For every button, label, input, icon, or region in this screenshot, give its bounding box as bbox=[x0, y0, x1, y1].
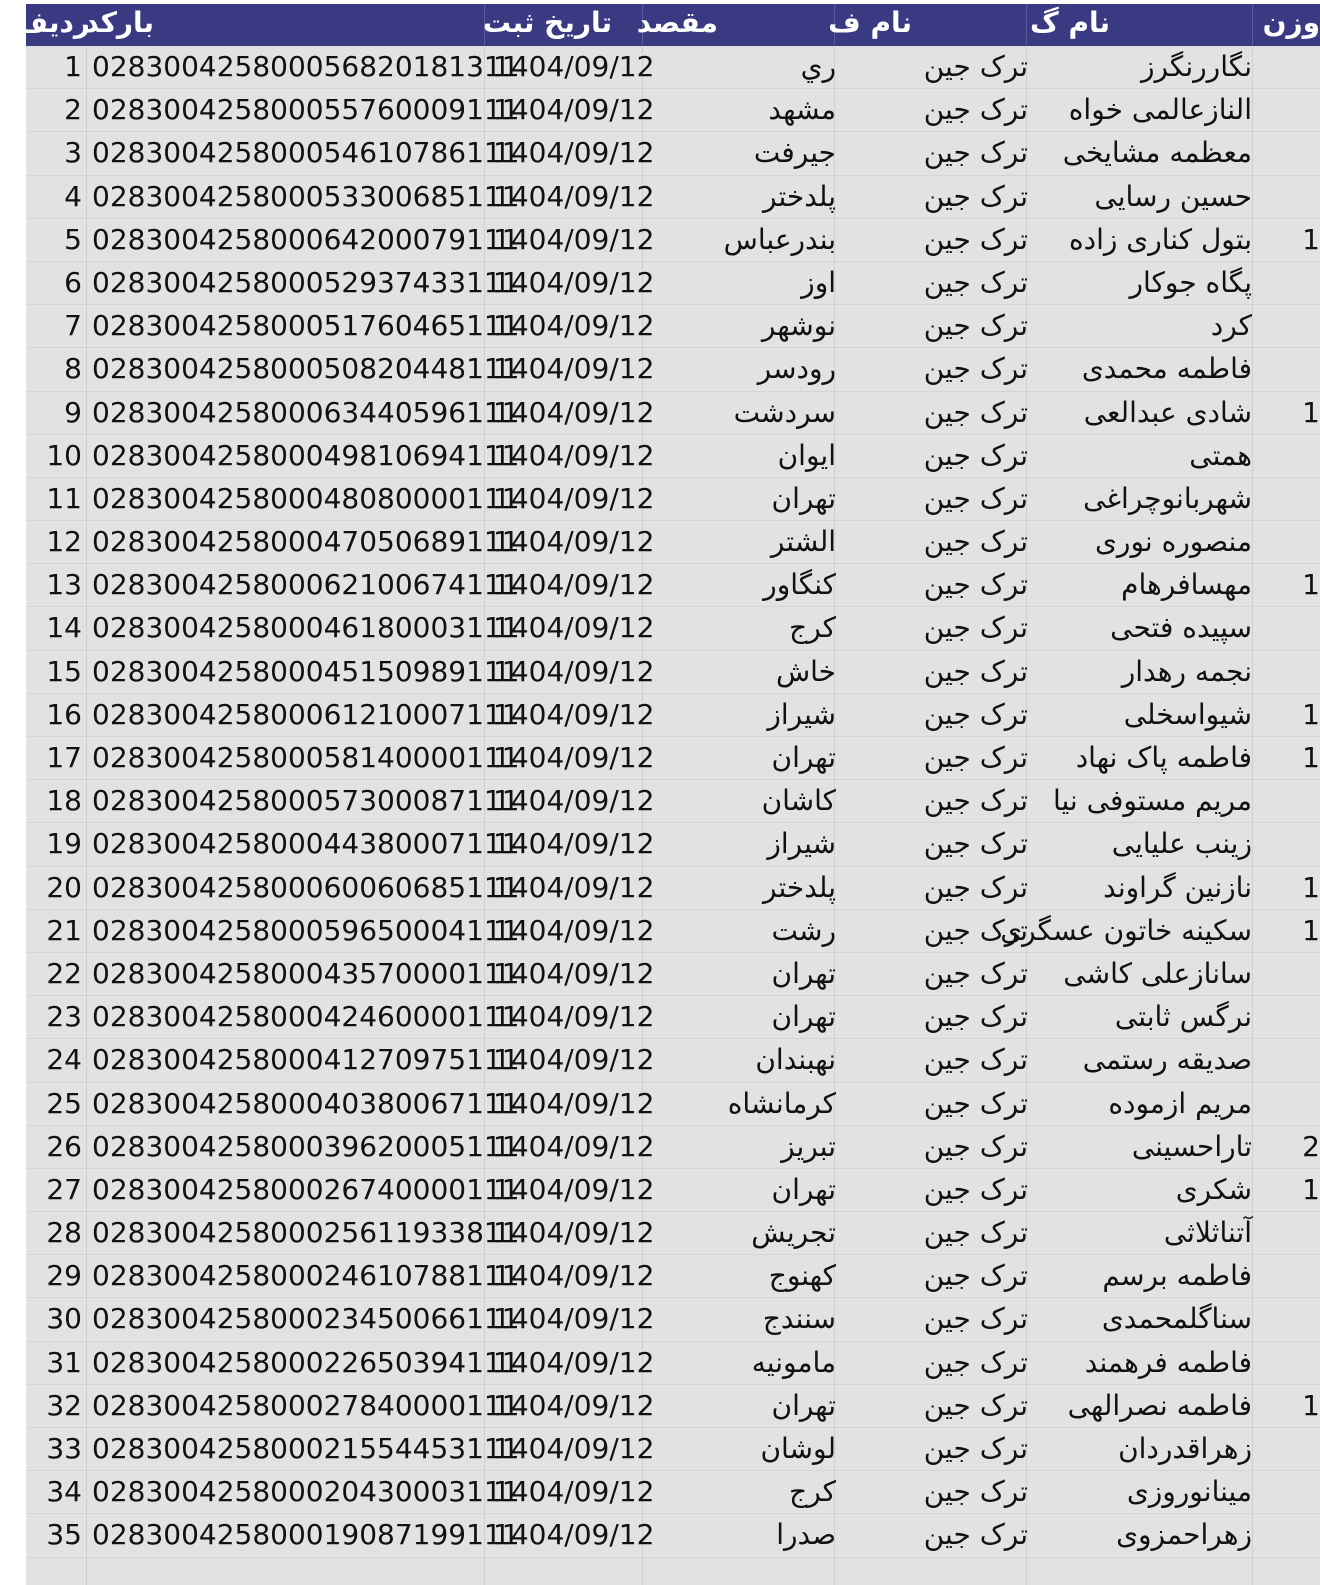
table-row[interactable] bbox=[26, 521, 1320, 564]
cell-date[interactable]: 1404/09/12 bbox=[493, 136, 655, 170]
cell-barcode[interactable]: 028300425800045150989111 bbox=[92, 654, 520, 688]
cell-first-name[interactable]: زهراحمزوی bbox=[1116, 1518, 1252, 1552]
cell-date[interactable]: 1404/09/12 bbox=[493, 50, 655, 83]
cell-barcode[interactable]: 028300425800022650394111 bbox=[92, 1345, 520, 1379]
cell-date[interactable]: 1404/09/12 bbox=[493, 1000, 655, 1034]
cell-first-name[interactable]: حسین رسایی bbox=[1094, 179, 1252, 213]
table-row[interactable] bbox=[26, 694, 1320, 737]
cell-last-name[interactable]: ترک جین bbox=[923, 1259, 1028, 1293]
cell-last-name[interactable]: ترک جین bbox=[923, 1345, 1028, 1379]
cell-destination[interactable]: کهنوج bbox=[768, 1259, 836, 1293]
cell-destination[interactable]: تهران bbox=[771, 956, 836, 990]
cell-weight[interactable] bbox=[1256, 478, 1320, 521]
cell-barcode[interactable]: 028300425800061210007111 bbox=[92, 697, 520, 731]
header-weight[interactable]: وزن bbox=[1262, 6, 1320, 39]
cell-radif[interactable]: 10 bbox=[46, 438, 82, 472]
table-row[interactable] bbox=[26, 607, 1320, 650]
cell-first-name[interactable]: بتول کناری زاده bbox=[1068, 222, 1252, 256]
cell-barcode[interactable]: 028300425800059650004111 bbox=[92, 913, 520, 947]
cell-radif[interactable]: 17 bbox=[46, 741, 82, 774]
cell-destination[interactable]: مشهد bbox=[768, 93, 836, 127]
cell-date[interactable]: 1404/09/12 bbox=[493, 1518, 655, 1552]
cell-last-name[interactable]: ترک جین bbox=[923, 50, 1028, 83]
header-dest[interactable]: مقصد bbox=[636, 6, 718, 39]
cell-first-name[interactable]: شیواسخلی bbox=[1123, 697, 1252, 731]
table-row[interactable] bbox=[26, 262, 1320, 305]
cell-barcode[interactable]: 028300425800055760009111 bbox=[92, 93, 520, 127]
cell-date[interactable]: 1404/09/12 bbox=[493, 568, 655, 602]
header-last-name[interactable]: نام ف bbox=[828, 6, 912, 39]
cell-first-name[interactable]: فاطمه نصرالهی bbox=[1067, 1388, 1252, 1422]
cell-barcode[interactable]: 028300425800053300685111 bbox=[92, 179, 520, 213]
cell-date[interactable]: 1404/09/12 bbox=[493, 1129, 655, 1163]
cell-weight[interactable] bbox=[1256, 305, 1320, 348]
cell-weight[interactable] bbox=[1256, 651, 1320, 694]
cell-barcode[interactable]: 028300425800040380067111 bbox=[92, 1086, 520, 1120]
table-row[interactable] bbox=[26, 46, 1320, 89]
cell-last-name[interactable]: ترک جین bbox=[923, 352, 1028, 386]
cell-barcode[interactable]: 028300425800027840000111 bbox=[92, 1388, 520, 1422]
cell-last-name[interactable]: ترک جین bbox=[923, 395, 1028, 429]
cell-radif[interactable]: 25 bbox=[46, 1086, 82, 1120]
table-row[interactable] bbox=[26, 478, 1320, 521]
cell-first-name[interactable]: منصوره نوری bbox=[1095, 525, 1252, 559]
table-body bbox=[26, 46, 1320, 1558]
cell-radif[interactable]: 21 bbox=[46, 913, 82, 947]
cell-destination[interactable]: پلدختر bbox=[763, 179, 836, 213]
cell-last-name[interactable]: ترک جین bbox=[923, 481, 1028, 515]
table-row[interactable] bbox=[26, 867, 1320, 910]
cell-barcode[interactable]: 028300425800044380007111 bbox=[92, 827, 520, 861]
table-row[interactable] bbox=[26, 392, 1320, 435]
cell-weight[interactable] bbox=[1256, 176, 1320, 219]
cell-destination[interactable]: سردشت bbox=[733, 395, 836, 429]
table-row[interactable] bbox=[26, 1342, 1320, 1385]
cell-radif[interactable]: 6 bbox=[64, 265, 82, 299]
cell-last-name[interactable]: ترک جین bbox=[923, 1432, 1028, 1465]
cell-destination[interactable]: نهبندان bbox=[755, 1043, 836, 1077]
cell-barcode[interactable]: 028300425800056820181311 bbox=[92, 50, 520, 83]
cell-first-name[interactable]: نگاررنگرز bbox=[1140, 50, 1252, 83]
cell-weight[interactable] bbox=[1256, 953, 1320, 996]
cell-barcode[interactable]: 028300425800058140000111 bbox=[92, 741, 520, 774]
cell-date[interactable]: 1404/09/12 bbox=[493, 1172, 655, 1206]
cell-destination[interactable]: خاش bbox=[775, 654, 836, 688]
cell-last-name[interactable]: ترک جین bbox=[923, 222, 1028, 256]
cell-date[interactable]: 1404/09/12 bbox=[493, 697, 655, 731]
cell-radif[interactable]: 15 bbox=[46, 654, 82, 688]
cell-last-name[interactable]: ترک جین bbox=[923, 913, 1028, 947]
cell-radif[interactable]: 33 bbox=[46, 1432, 82, 1465]
cell-weight[interactable]: 1 bbox=[1302, 222, 1320, 256]
cell-date[interactable]: 1404/09/12 bbox=[493, 1086, 655, 1120]
cell-first-name[interactable]: نجمه رهدار bbox=[1121, 654, 1252, 688]
cell-first-name[interactable]: مینانوروزی bbox=[1126, 1475, 1252, 1509]
cell-last-name[interactable]: ترک جین bbox=[923, 784, 1028, 818]
cell-first-name[interactable]: فاطمه پاک نهاد bbox=[1075, 741, 1252, 774]
cell-first-name[interactable]: مریم مستوفی نیا bbox=[1052, 784, 1252, 818]
cell-weight[interactable] bbox=[1256, 46, 1320, 89]
cell-destination[interactable]: کنگاور bbox=[763, 568, 836, 602]
cell-first-name[interactable]: زهراقدردان bbox=[1118, 1432, 1252, 1465]
cell-radif[interactable]: 11 bbox=[46, 481, 82, 515]
table-row[interactable] bbox=[26, 910, 1320, 953]
cell-date[interactable]: 1404/09/12 bbox=[493, 956, 655, 990]
cell-first-name[interactable]: کرد bbox=[1210, 309, 1252, 343]
cell-first-name[interactable]: النازعالمی خواه bbox=[1068, 93, 1252, 127]
cell-destination[interactable]: تجریش bbox=[751, 1216, 836, 1250]
cell-weight[interactable] bbox=[1256, 1514, 1320, 1557]
cell-barcode[interactable]: 028300425800042460000111 bbox=[92, 1000, 520, 1034]
cell-last-name[interactable]: ترک جین bbox=[923, 1129, 1028, 1163]
cell-last-name[interactable]: ترک جین bbox=[923, 654, 1028, 688]
cell-first-name[interactable]: سپیده فتحی bbox=[1110, 611, 1252, 645]
cell-destination[interactable]: رودسر bbox=[757, 352, 836, 386]
table-row[interactable] bbox=[26, 1039, 1320, 1082]
cell-weight[interactable] bbox=[1256, 1039, 1320, 1082]
cell-destination[interactable]: صدرا bbox=[776, 1518, 836, 1552]
cell-radif[interactable]: 19 bbox=[46, 827, 82, 861]
table-row[interactable] bbox=[26, 823, 1320, 866]
cell-last-name[interactable]: ترک جین bbox=[923, 1216, 1028, 1250]
cell-barcode[interactable]: 028300425800023450066111 bbox=[92, 1302, 520, 1336]
cell-radif[interactable]: 12 bbox=[46, 525, 82, 559]
header-row bbox=[15, 4, 1320, 46]
table-row[interactable] bbox=[26, 1255, 1320, 1298]
cell-radif[interactable]: 20 bbox=[46, 870, 82, 904]
cell-first-name[interactable]: مهسافرهام bbox=[1121, 568, 1252, 602]
header-radif[interactable]: ردیف bbox=[15, 6, 90, 39]
table-row[interactable] bbox=[26, 953, 1320, 996]
table-row[interactable] bbox=[26, 132, 1320, 175]
cell-date[interactable]: 1404/09/12 bbox=[493, 222, 655, 256]
cell-last-name[interactable]: ترک جین bbox=[923, 697, 1028, 731]
cell-last-name[interactable]: ترک جین bbox=[923, 93, 1028, 127]
cell-barcode[interactable]: 028300425800063440596111 bbox=[92, 395, 520, 429]
cell-destination[interactable]: شیراز bbox=[767, 827, 836, 861]
cell-barcode[interactable]: 028300425800041270975111 bbox=[92, 1043, 520, 1077]
cell-radif[interactable]: 29 bbox=[46, 1259, 82, 1293]
cell-date[interactable]: 1404/09/12 bbox=[493, 1302, 655, 1336]
cell-weight[interactable] bbox=[1256, 521, 1320, 564]
cell-destination[interactable]: کرمانشاه bbox=[727, 1086, 836, 1120]
cell-last-name[interactable]: ترک جین bbox=[923, 265, 1028, 299]
cell-date[interactable]: 1404/09/12 bbox=[493, 784, 655, 818]
cell-destination[interactable]: شیراز bbox=[767, 697, 836, 731]
cell-barcode[interactable]: 028300425800051760465111 bbox=[92, 309, 520, 343]
cell-weight[interactable] bbox=[1256, 262, 1320, 305]
cell-destination[interactable]: تبریز bbox=[781, 1129, 836, 1163]
cell-weight[interactable]: 1 bbox=[1302, 395, 1320, 429]
cell-destination[interactable]: پلدختر bbox=[763, 870, 836, 904]
cell-first-name[interactable]: فاطمه فرهمند bbox=[1084, 1345, 1252, 1379]
cell-destination[interactable]: جیرفت bbox=[753, 136, 836, 170]
cell-date[interactable]: 1404/09/12 bbox=[493, 913, 655, 947]
cell-last-name[interactable]: ترک جین bbox=[923, 1302, 1028, 1336]
cell-radif[interactable]: 32 bbox=[46, 1388, 82, 1422]
table-row[interactable] bbox=[26, 435, 1320, 478]
cell-radif[interactable]: 2 bbox=[64, 93, 82, 127]
table-row[interactable] bbox=[26, 1471, 1320, 1514]
cell-destination[interactable]: تهران bbox=[771, 1000, 836, 1034]
cell-barcode[interactable]: 028300425800039620005111 bbox=[92, 1129, 520, 1163]
cell-radif[interactable]: 28 bbox=[46, 1216, 82, 1250]
cell-destination[interactable]: کرج bbox=[789, 1475, 836, 1509]
cell-destination[interactable]: تهران bbox=[771, 1388, 836, 1422]
cell-date[interactable]: 1404/09/12 bbox=[493, 438, 655, 472]
cell-first-name[interactable]: همتی bbox=[1189, 438, 1252, 472]
cell-destination[interactable]: رشت bbox=[771, 913, 836, 947]
table-row[interactable] bbox=[26, 348, 1320, 391]
cell-last-name[interactable]: ترک جین bbox=[923, 870, 1028, 904]
cell-barcode[interactable]: 028300425800021554453111 bbox=[92, 1432, 520, 1465]
cell-first-name[interactable]: شهربانوچراغی bbox=[1083, 481, 1252, 515]
cell-radif[interactable]: 13 bbox=[46, 568, 82, 602]
cell-date[interactable]: 1404/09/12 bbox=[493, 481, 655, 515]
spreadsheet bbox=[15, 4, 1320, 1585]
cell-weight[interactable]: 1 bbox=[1302, 568, 1320, 602]
cell-first-name[interactable]: شکری bbox=[1175, 1172, 1252, 1206]
cell-last-name[interactable]: ترک جین bbox=[923, 741, 1028, 774]
cell-weight[interactable] bbox=[1256, 1083, 1320, 1126]
cell-first-name[interactable]: نرگس ثابتی bbox=[1114, 1000, 1252, 1034]
table-row[interactable] bbox=[26, 564, 1320, 607]
table-row[interactable] bbox=[26, 219, 1320, 262]
cell-radif[interactable]: 3 bbox=[64, 136, 82, 170]
table-row[interactable] bbox=[26, 996, 1320, 1039]
cell-radif[interactable]: 31 bbox=[46, 1345, 82, 1379]
cell-first-name[interactable]: پگاه جوکار bbox=[1129, 265, 1252, 299]
cell-date[interactable]: 1404/09/12 bbox=[493, 1216, 655, 1250]
cell-weight[interactable] bbox=[1256, 1255, 1320, 1298]
cell-last-name[interactable]: ترک جین bbox=[923, 1000, 1028, 1034]
cell-last-name[interactable]: ترک جین bbox=[923, 1475, 1028, 1509]
table-row[interactable] bbox=[26, 737, 1320, 780]
cell-first-name[interactable]: آتناثلاثی bbox=[1163, 1216, 1252, 1250]
cell-radif[interactable]: 8 bbox=[64, 352, 82, 386]
cell-radif[interactable]: 30 bbox=[46, 1302, 82, 1336]
cell-destination[interactable]: کرج bbox=[789, 611, 836, 645]
cell-radif[interactable]: 16 bbox=[46, 697, 82, 731]
cell-barcode[interactable]: 028300425800043570000111 bbox=[92, 956, 520, 990]
cell-last-name[interactable]: ترک جین bbox=[923, 136, 1028, 170]
cell-last-name[interactable]: ترک جین bbox=[923, 611, 1028, 645]
cell-first-name[interactable]: تاراحسینی bbox=[1131, 1129, 1252, 1163]
cell-destination[interactable]: نوشهر bbox=[761, 309, 836, 343]
cell-barcode[interactable]: 028300425800060060685111 bbox=[92, 870, 520, 904]
header-divider bbox=[1026, 4, 1027, 46]
header-first-name[interactable]: نام گ bbox=[1030, 6, 1110, 39]
cell-first-name[interactable]: فاطمه برسم bbox=[1102, 1259, 1252, 1293]
table-row[interactable] bbox=[26, 780, 1320, 823]
cell-last-name[interactable]: ترک جین bbox=[923, 309, 1028, 343]
table-row[interactable] bbox=[26, 651, 1320, 694]
cell-first-name[interactable]: معظمه مشایخی bbox=[1062, 136, 1252, 170]
cell-date[interactable]: 1404/09/12 bbox=[493, 827, 655, 861]
cell-last-name[interactable]: ترک جین bbox=[923, 525, 1028, 559]
cell-date[interactable]: 1404/09/12 bbox=[493, 654, 655, 688]
table-row[interactable] bbox=[26, 89, 1320, 132]
cell-date[interactable]: 1404/09/12 bbox=[493, 1432, 655, 1465]
cell-last-name[interactable]: ترک جین bbox=[923, 438, 1028, 472]
cell-barcode[interactable]: 028300425800049810694111 bbox=[92, 438, 520, 472]
cell-destination[interactable]: ري bbox=[800, 50, 836, 83]
table-row[interactable] bbox=[26, 1514, 1320, 1557]
cell-weight[interactable] bbox=[1256, 823, 1320, 866]
cell-destination[interactable]: لوشان bbox=[760, 1432, 836, 1465]
cell-date[interactable]: 1404/09/12 bbox=[493, 741, 655, 774]
cell-destination[interactable]: مامونیه bbox=[751, 1345, 836, 1379]
cell-first-name[interactable]: سکینه خاتون عسگری bbox=[1000, 913, 1252, 947]
cell-barcode[interactable]: 028300425800026740000111 bbox=[92, 1172, 520, 1206]
cell-barcode[interactable]: 028300425800057300087111 bbox=[92, 784, 520, 818]
cell-barcode[interactable]: 028300425800050820448111 bbox=[92, 352, 520, 386]
cell-weight[interactable] bbox=[1256, 435, 1320, 478]
cell-weight[interactable] bbox=[1256, 1298, 1320, 1341]
cell-date[interactable]: 1404/09/12 bbox=[493, 265, 655, 299]
cell-weight[interactable] bbox=[1256, 1342, 1320, 1385]
cell-last-name[interactable]: ترک جین bbox=[923, 1086, 1028, 1120]
cell-radif[interactable]: 22 bbox=[46, 956, 82, 990]
cell-barcode[interactable]: 028300425800064200079111 bbox=[92, 222, 520, 256]
cell-date[interactable]: 1404/09/12 bbox=[493, 309, 655, 343]
cell-first-name[interactable]: نازنین گراوند bbox=[1103, 870, 1252, 904]
cell-destination[interactable]: الشتر bbox=[770, 525, 836, 559]
cell-destination[interactable]: تهران bbox=[771, 1172, 836, 1206]
cell-first-name[interactable]: سانازعلی کاشی bbox=[1063, 956, 1252, 990]
cell-last-name[interactable]: ترک جین bbox=[923, 1172, 1028, 1206]
cell-radif[interactable]: 26 bbox=[46, 1129, 82, 1163]
cell-last-name[interactable]: ترک جین bbox=[923, 827, 1028, 861]
cell-weight[interactable]: 1 bbox=[1302, 741, 1320, 774]
cell-weight[interactable] bbox=[1256, 132, 1320, 175]
cell-last-name[interactable]: ترک جین bbox=[923, 1043, 1028, 1077]
cell-weight[interactable] bbox=[1256, 89, 1320, 132]
table-row[interactable] bbox=[26, 1169, 1320, 1212]
cell-radif[interactable]: 7 bbox=[64, 309, 82, 343]
table-row[interactable] bbox=[26, 176, 1320, 219]
cell-weight[interactable]: 1 bbox=[1302, 1172, 1320, 1206]
cell-radif[interactable]: 14 bbox=[46, 611, 82, 645]
cell-date[interactable]: 1404/09/12 bbox=[493, 352, 655, 386]
cell-date[interactable]: 1404/09/12 bbox=[493, 870, 655, 904]
table-row[interactable] bbox=[26, 1298, 1320, 1341]
cell-destination[interactable]: بندرعباس bbox=[723, 222, 836, 256]
cell-barcode[interactable]: 028300425800020430003111 bbox=[92, 1475, 520, 1509]
cell-last-name[interactable]: ترک جین bbox=[923, 179, 1028, 213]
cell-weight[interactable]: 1 bbox=[1302, 870, 1320, 904]
cell-weight[interactable] bbox=[1256, 348, 1320, 391]
cell-date[interactable]: 1404/09/12 bbox=[493, 1259, 655, 1293]
cell-date[interactable]: 1404/09/12 bbox=[493, 611, 655, 645]
cell-barcode[interactable]: 028300425800025611933811 bbox=[92, 1216, 520, 1250]
cell-date[interactable]: 1404/09/12 bbox=[493, 93, 655, 127]
table-row[interactable] bbox=[26, 1428, 1320, 1471]
cell-first-name[interactable]: شادی عبدالعی bbox=[1083, 395, 1252, 429]
cell-weight[interactable] bbox=[1256, 780, 1320, 823]
header-divider bbox=[1252, 4, 1253, 46]
cell-first-name[interactable]: صدیقه رستمی bbox=[1082, 1043, 1252, 1077]
cell-last-name[interactable]: ترک جین bbox=[923, 956, 1028, 990]
cell-date[interactable]: 1404/09/12 bbox=[493, 1043, 655, 1077]
table-row[interactable] bbox=[26, 1126, 1320, 1169]
cell-radif[interactable]: 27 bbox=[46, 1172, 82, 1206]
cell-date[interactable]: 1404/09/12 bbox=[493, 1345, 655, 1379]
cell-first-name[interactable]: سناگلمحمدی bbox=[1101, 1302, 1252, 1336]
cell-radif[interactable]: 5 bbox=[64, 222, 82, 256]
cell-date[interactable]: 1404/09/12 bbox=[493, 1475, 655, 1509]
header-date[interactable]: تاریخ ثبت bbox=[482, 6, 612, 39]
cell-radif[interactable]: 4 bbox=[64, 179, 82, 213]
cell-radif[interactable]: 18 bbox=[46, 784, 82, 818]
table-row[interactable] bbox=[26, 1212, 1320, 1255]
cell-weight[interactable]: 1 bbox=[1302, 697, 1320, 731]
cell-weight[interactable] bbox=[1256, 1471, 1320, 1514]
cell-barcode[interactable]: 028300425800024610788111 bbox=[92, 1259, 520, 1293]
cell-barcode[interactable]: 028300425800019087199111 bbox=[92, 1518, 520, 1552]
cell-radif[interactable]: 23 bbox=[46, 1000, 82, 1034]
cell-barcode[interactable]: 028300425800046180003111 bbox=[92, 611, 520, 645]
cell-destination[interactable]: کاشان bbox=[761, 784, 836, 818]
cell-date[interactable]: 1404/09/12 bbox=[493, 1388, 655, 1422]
cell-last-name[interactable]: ترک جین bbox=[923, 1518, 1028, 1552]
cell-radif[interactable]: 1 bbox=[64, 50, 82, 83]
cell-barcode[interactable]: 028300425800047050689111 bbox=[92, 525, 520, 559]
cell-destination[interactable]: ایوان bbox=[777, 438, 836, 472]
cell-destination[interactable]: تهران bbox=[771, 481, 836, 515]
cell-destination[interactable]: اوز bbox=[801, 265, 836, 299]
cell-radif[interactable]: 34 bbox=[46, 1475, 82, 1509]
cell-weight[interactable]: 2 bbox=[1302, 1129, 1320, 1163]
cell-last-name[interactable]: ترک جین bbox=[923, 568, 1028, 602]
table-row[interactable] bbox=[26, 1385, 1320, 1428]
cell-barcode[interactable]: 028300425800062100674111 bbox=[92, 568, 520, 602]
cell-barcode[interactable]: 028300425800052937433111 bbox=[92, 265, 520, 299]
cell-date[interactable]: 1404/09/12 bbox=[493, 525, 655, 559]
cell-radif[interactable]: 35 bbox=[46, 1518, 82, 1552]
header-barcode[interactable]: بارکد bbox=[84, 6, 154, 39]
cell-weight[interactable]: 1 bbox=[1302, 913, 1320, 947]
cell-weight[interactable] bbox=[1256, 1428, 1320, 1471]
cell-destination[interactable]: تهران bbox=[771, 741, 836, 774]
cell-date[interactable]: 1404/09/12 bbox=[493, 395, 655, 429]
cell-barcode[interactable]: 028300425800054610786111 bbox=[92, 136, 520, 170]
cell-barcode[interactable]: 028300425800048080000111 bbox=[92, 481, 520, 515]
cell-first-name[interactable]: زینب علیایی bbox=[1111, 827, 1252, 861]
cell-last-name[interactable]: ترک جین bbox=[923, 1388, 1028, 1422]
cell-radif[interactable]: 9 bbox=[64, 395, 82, 429]
cell-radif[interactable]: 24 bbox=[46, 1043, 82, 1077]
cell-first-name[interactable]: مریم ازموده bbox=[1108, 1086, 1252, 1120]
cell-first-name[interactable]: فاطمه محمدی bbox=[1081, 352, 1252, 386]
cell-weight[interactable] bbox=[1256, 1212, 1320, 1255]
cell-destination[interactable]: سنندج bbox=[762, 1302, 836, 1336]
cell-weight[interactable] bbox=[1256, 996, 1320, 1039]
cell-weight[interactable] bbox=[1256, 607, 1320, 650]
table-row[interactable] bbox=[26, 1083, 1320, 1126]
cell-weight[interactable]: 1 bbox=[1302, 1388, 1320, 1422]
table-row[interactable] bbox=[26, 305, 1320, 348]
cell-date[interactable]: 1404/09/12 bbox=[493, 179, 655, 213]
